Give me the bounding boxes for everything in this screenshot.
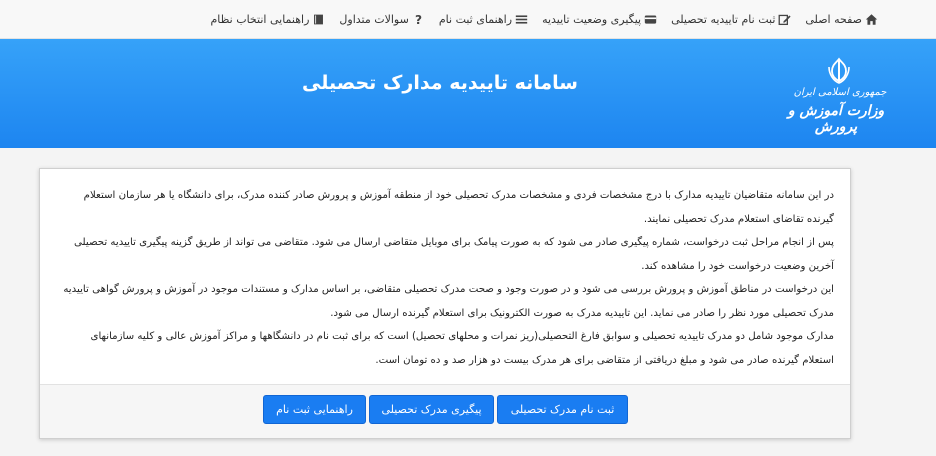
nav-track-status-label: پیگیری وضعیت تاییدیه bbox=[542, 12, 642, 26]
top-navigation bbox=[0, 0, 936, 39]
page-title: سامانه تاییدیه مدارک تحصیلی bbox=[302, 72, 578, 94]
nav-registration-guide-label: راهنمای ثبت نام bbox=[438, 12, 513, 26]
registration-guide-button[interactable]: راهنمایی ثبت نام bbox=[263, 395, 366, 424]
nav-register-label: ثبت نام تاییدیه تحصیلی bbox=[671, 12, 776, 26]
edit-icon bbox=[778, 13, 791, 26]
org-country-name: جمهوری اسلامی ایران bbox=[793, 87, 887, 98]
nav-home[interactable] bbox=[805, 13, 878, 26]
question-icon bbox=[412, 13, 425, 26]
info-card-footer bbox=[40, 384, 850, 438]
card-icon bbox=[644, 13, 657, 26]
nav-faq-label: سوالات متداول bbox=[339, 12, 409, 26]
register-certificate-button[interactable]: ثبت نام مدرک تحصیلی bbox=[497, 395, 628, 424]
nav-registration-guide[interactable] bbox=[439, 13, 528, 26]
info-card bbox=[39, 168, 851, 439]
list-icon bbox=[515, 13, 528, 26]
info-card-body bbox=[40, 169, 850, 384]
header-banner bbox=[0, 39, 936, 148]
book-icon bbox=[312, 13, 325, 26]
org-ministry-name: وزارت آموزش و پرورش bbox=[787, 103, 885, 135]
info-paragraph-2: پس از انجام مراحل ثبت درخواست، شماره پیگیری صادر می شود که به صورت پیامک برای موبایل متقاضی ارسال می شود. متقاضی می تواند از طریق گزینه پیگیری تاییدیه تحصیلی آخرین وضعیت درخواست خود را مشاهده کند. bbox=[74, 237, 834, 272]
nav-track-status[interactable] bbox=[542, 13, 657, 26]
iran-emblem-icon bbox=[826, 57, 852, 85]
info-paragraph-4: مدارک موجود شامل دو مدرک تاییدیه تحصیلی و سوابق فارغ التحصیلی(ریز نمرات و محلهای تحصیل) است که برای ثبت نام در دانشگاهها و مراکز آموزش عالی و کلیه سازمانهای استعلام گیرنده صادر می شود و مبلغ دریافتی از متقاضی برای هر مدرک بیست دو هزار صد و ده تومان است. bbox=[90, 331, 834, 366]
nav-faq[interactable] bbox=[339, 13, 424, 26]
info-paragraph-1: در این سامانه متقاضیان تاییدیه مدارک با درج مشخصات فردی و مشخصات مدرک تحصیلی خود از منطقه آموزش و پرورش صادر کننده مدرک، برای دانشگاه یا هر سازمان استعلام گیرنده تقاضای استعلام مدرک تحصیلی نمایند. bbox=[83, 190, 834, 225]
nav-system-guide-label: راهنمایی انتخاب نظام bbox=[210, 12, 310, 26]
svg-text:?: ? bbox=[414, 12, 422, 26]
home-icon bbox=[865, 13, 878, 26]
nav-home-label: صفحه اصلی bbox=[805, 12, 862, 26]
track-certificate-button[interactable]: پیگیری مدرک تحصیلی bbox=[369, 395, 494, 424]
nav-system-guide[interactable] bbox=[210, 13, 325, 26]
nav-register[interactable] bbox=[671, 13, 791, 26]
info-paragraph-3: این درخواست در مناطق آموزش و پرورش بررسی می شود و در صورت وجود و صحت مدرک تحصیلی متقاضی، بر اساس مدارک و مستندات موجود در آموزش و پرورش گواهی تاییدیه مدرک تحصیلی مورد نظر را صادر می نماید. این تاییدیه مدرک به صورت الکترونیک برای استعلام گیرنده ارسال می شود. bbox=[63, 284, 834, 319]
